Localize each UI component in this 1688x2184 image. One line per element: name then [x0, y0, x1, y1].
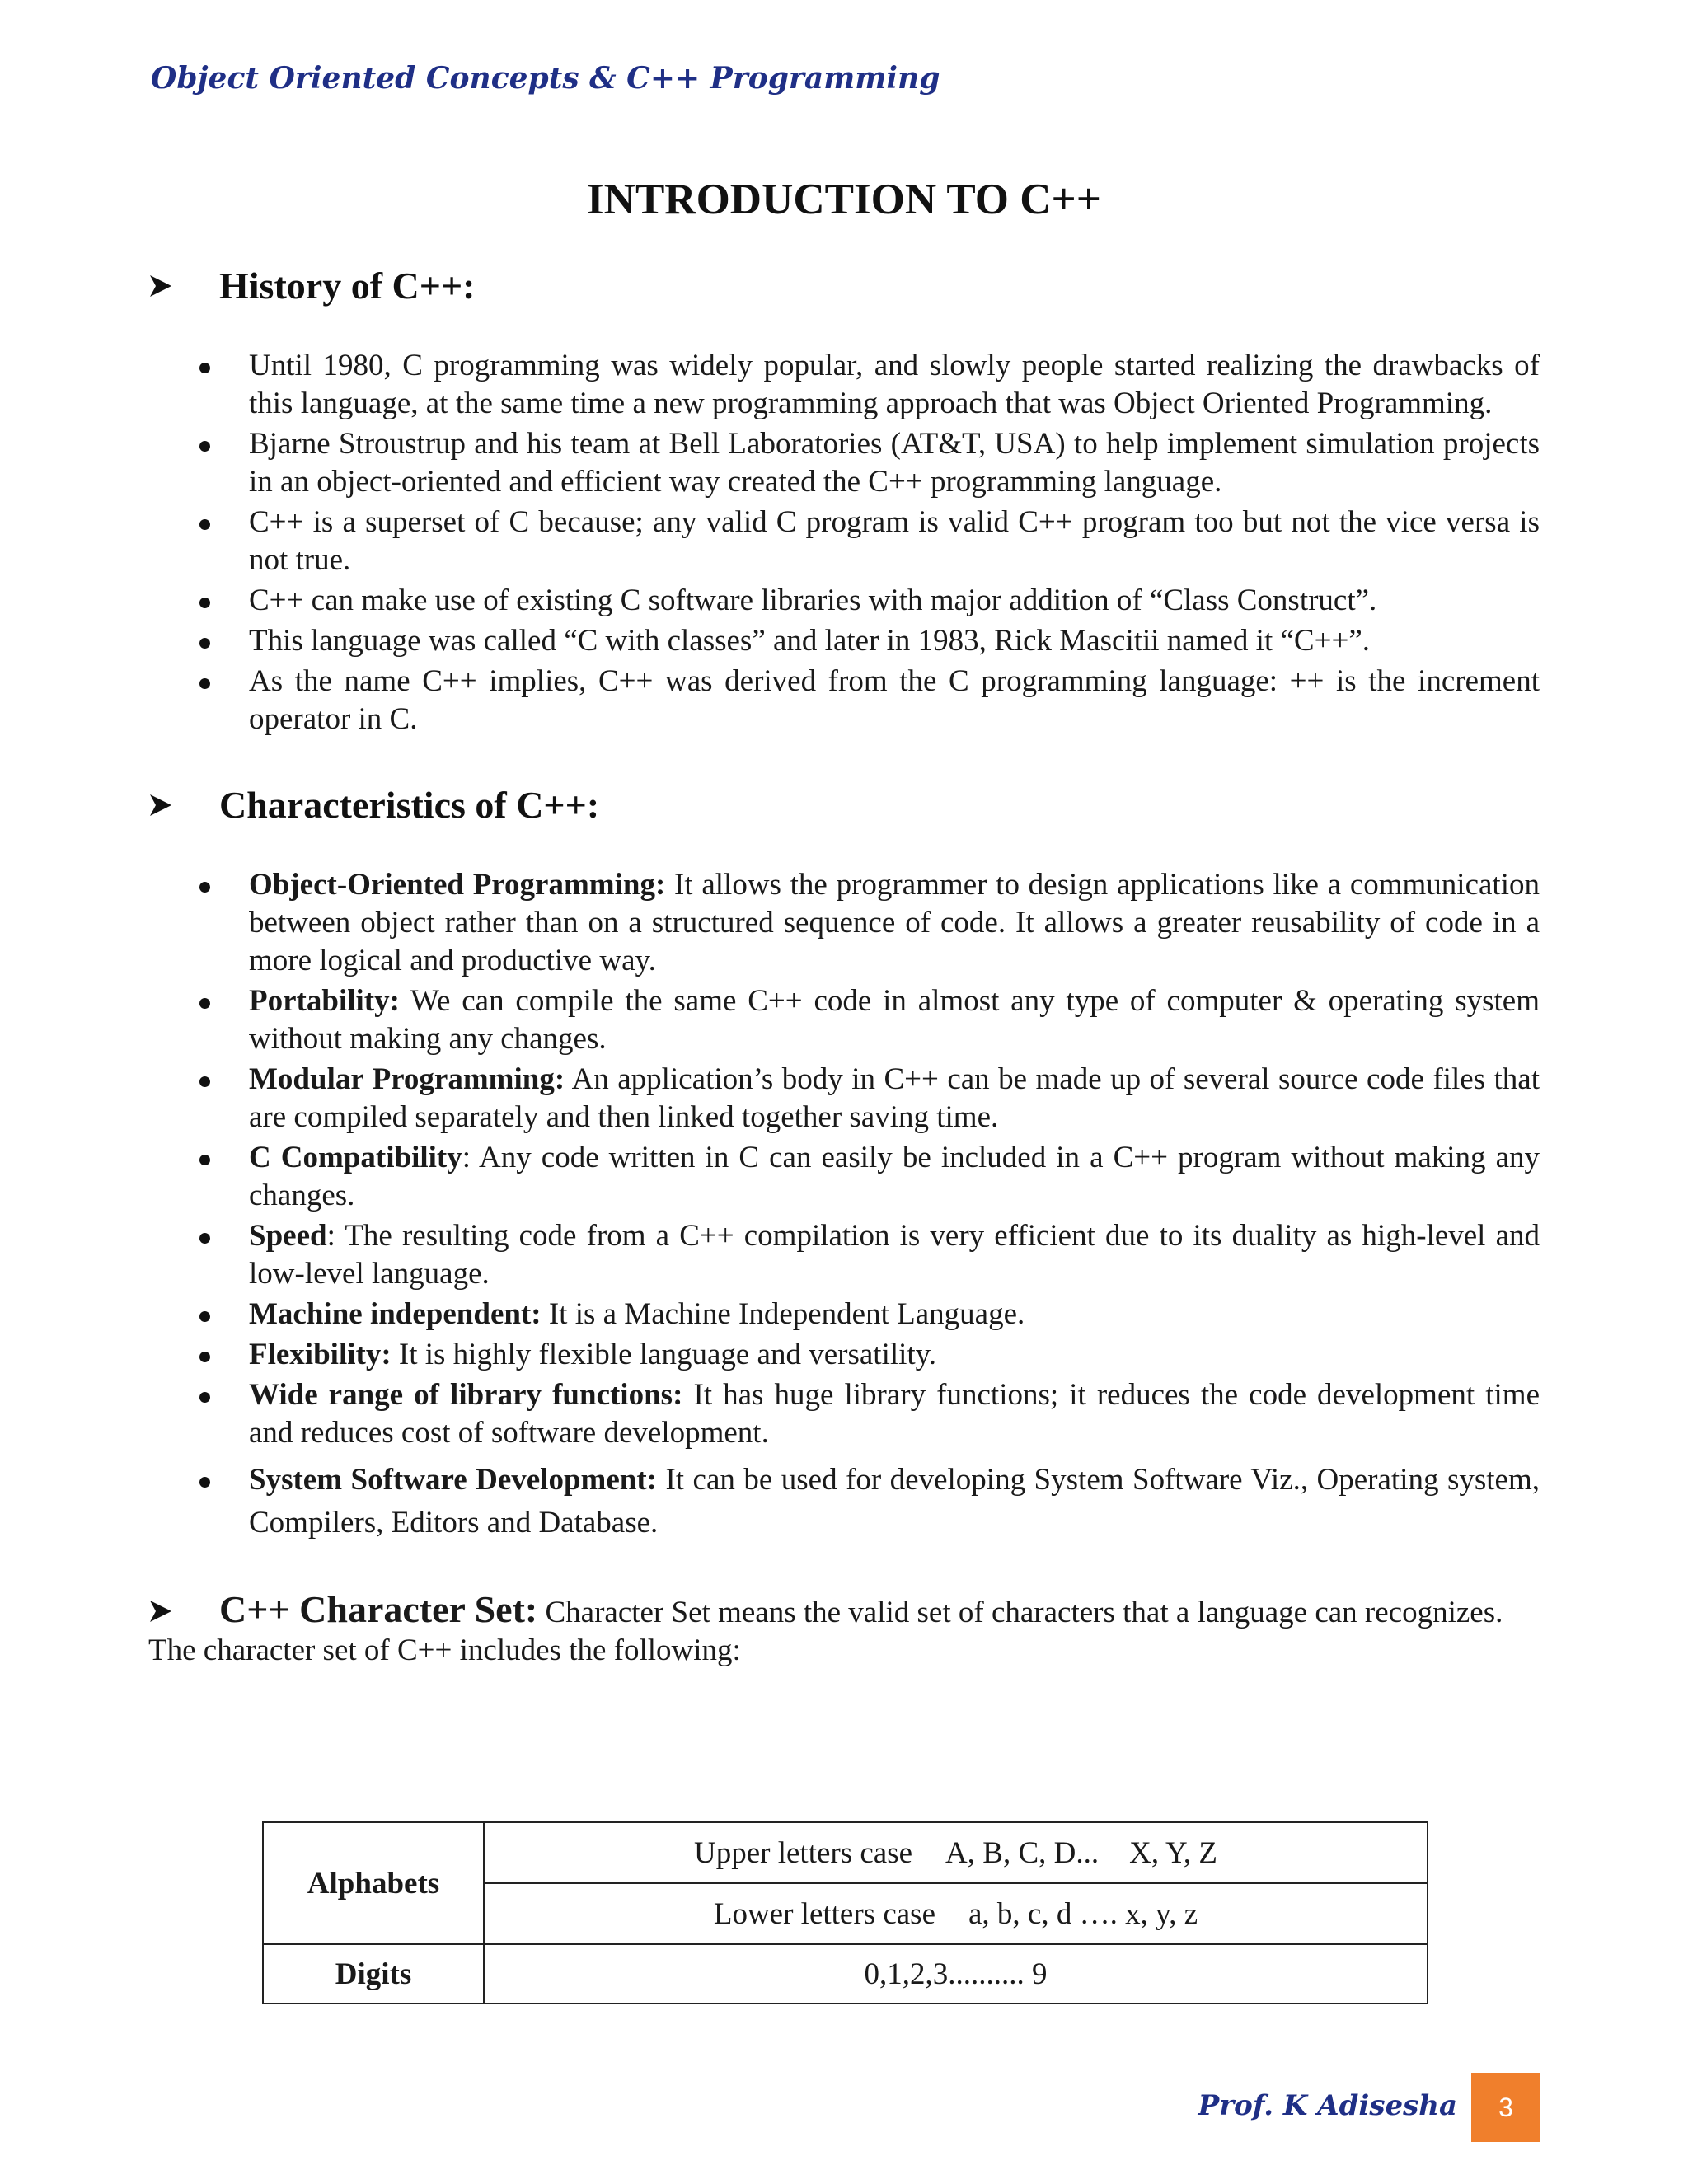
- lower-case-cell: [484, 1883, 1428, 1944]
- table-row: [263, 1822, 1428, 1883]
- upper-case-cell: [484, 1822, 1428, 1883]
- list-item: Portability: We can compile the same C++ code in almost any type of computer & operating system without making any changes.: [148, 982, 1540, 1058]
- charset-table: [262, 1821, 1428, 2004]
- bullet-dot-icon: [199, 638, 210, 649]
- bullet-dot-icon: [199, 1233, 210, 1244]
- bullet-dot-icon: [199, 882, 210, 893]
- bullet-dot-icon: [199, 998, 210, 1009]
- bullet-dot-icon: [199, 598, 210, 608]
- characteristics-heading-text: Characteristics of C++:: [219, 784, 600, 826]
- list-item: Wide range of library functions: It has huge library functions; it reduces the code development time and reduces cost of software development.: [148, 1376, 1540, 1452]
- arrow-bullet-icon: [148, 793, 173, 818]
- running-header: Object Oriented Concepts & C++ Programming: [151, 61, 940, 96]
- arrow-bullet-icon: [148, 1599, 173, 1624]
- upper-case-label: Upper letters case: [694, 1835, 913, 1870]
- table-row: [263, 1944, 1428, 2004]
- alphabets-label: Alphabets: [263, 1822, 484, 1944]
- bullet-dot-icon: [199, 1076, 210, 1087]
- arrow-bullet-icon: [148, 274, 173, 298]
- history-heading: [148, 264, 1540, 307]
- charset-heading: C++ Character Set:: [219, 1588, 538, 1630]
- bullet-dot-icon: [199, 1155, 210, 1165]
- bullet-dot-icon: [199, 1477, 210, 1488]
- list-item: Object-Oriented Programming: It allows the programmer to design applications like a communication between object rather than on a structured sequence of code. It allows a greater reusability of code in a more logical and productive way.: [148, 866, 1540, 980]
- digits-value: 0,1,2,3.......... 9: [484, 1944, 1428, 2004]
- list-item: System Software Development: It can be used for developing System Software Viz., Operating system, Compilers, Editors and Database.: [148, 1459, 1540, 1544]
- history-list: [148, 347, 1540, 738]
- lower-case-label: Lower letters case: [713, 1896, 935, 1931]
- history-heading-text: History of C++:: [219, 265, 476, 307]
- upper-case-value: A, B, C, D... X, Y, Z: [945, 1835, 1217, 1870]
- bullet-dot-icon: [199, 363, 210, 373]
- bullet-dot-icon: [199, 519, 210, 530]
- page-title: INTRODUCTION TO C++: [587, 176, 1101, 223]
- charset-intro: [148, 1588, 1540, 1670]
- bullet-dot-icon: [199, 441, 210, 452]
- list-item: Modular Programming: An application’s body in C++ can be made up of several source code files that are compiled separately and then linked together saving time.: [148, 1061, 1540, 1137]
- list-item: As the name C++ implies, C++ was derived from the C programming language: ++ is the increment operator in C.: [148, 663, 1540, 738]
- characteristics-list: [148, 866, 1540, 1544]
- page-number-badge: 3: [1471, 2073, 1540, 2142]
- lower-case-value: a, b, c, d …. x, y, z: [968, 1896, 1198, 1931]
- bullet-dot-icon: [199, 1352, 210, 1362]
- list-item: Machine independent: It is a Machine Independent Language.: [148, 1296, 1540, 1333]
- characteristics-heading: [148, 783, 1540, 827]
- charset-intro-text: Character Set means the valid set of characters that a language can recognizes. The character set of C++ includes the following:: [148, 1596, 1503, 1667]
- list-item: Bjarne Stroustrup and his team at Bell Laboratories (AT&T, USA) to help implement simulation projects in an object-oriented and efficient way created the C++ programming language.: [148, 425, 1540, 501]
- list-item: C++ can make use of existing C software libraries with major addition of “Class Construct”.: [148, 582, 1540, 620]
- footer-author: Prof. K Adisesha: [1198, 2089, 1457, 2122]
- list-item: Speed: The resulting code from a C++ compilation is very efficient due to its duality as high-level and low-level language.: [148, 1217, 1540, 1293]
- list-item: C++ is a superset of C because; any valid C program is valid C++ program too but not the vice versa is not true.: [148, 504, 1540, 579]
- list-item: Flexibility: It is highly flexible language and versatility.: [148, 1336, 1540, 1374]
- bullet-dot-icon: [199, 1311, 210, 1322]
- digits-label: Digits: [263, 1944, 484, 2004]
- bullet-dot-icon: [199, 1392, 210, 1403]
- list-item: C Compatibility: Any code written in C can easily be included in a C++ program without making any changes.: [148, 1139, 1540, 1215]
- list-item: This language was called “C with classes” and later in 1983, Rick Mascitii named it “C++”.: [148, 622, 1540, 660]
- content: [148, 264, 1540, 1670]
- list-item: Until 1980, C programming was widely popular, and slowly people started realizing the drawbacks of this language, at the same time a new programming approach that was Object Oriented Programming.: [148, 347, 1540, 423]
- bullet-dot-icon: [199, 678, 210, 689]
